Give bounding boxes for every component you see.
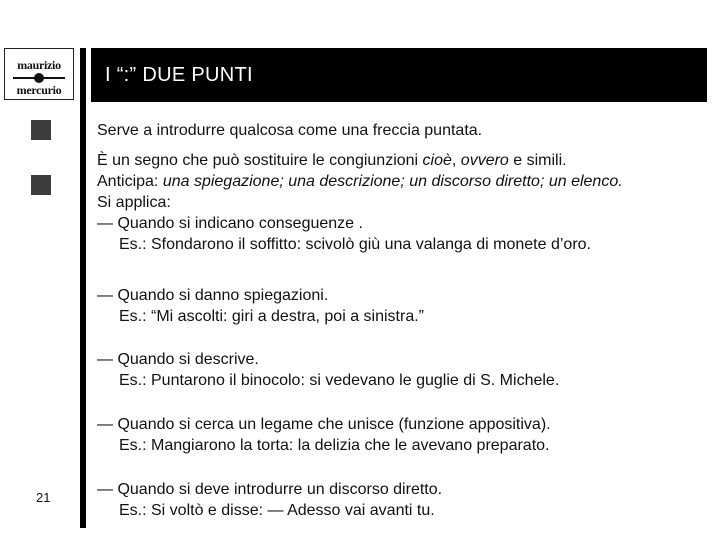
rule-item: — Quando si cerca un legame che unisce (funzione appositiva). bbox=[97, 416, 551, 433]
page-number: 21 bbox=[36, 490, 51, 505]
rule-block bbox=[97, 349, 559, 391]
logo-text-bottom: mercurio bbox=[16, 83, 62, 97]
body-block bbox=[97, 150, 623, 255]
logo bbox=[4, 48, 74, 100]
anticipa-label: Anticipa: bbox=[97, 173, 163, 190]
anticipa-list: una spiegazione; una descrizione; un discorso diretto; un elenco. bbox=[162, 173, 623, 190]
conjunctions-suffix: e simili. bbox=[508, 152, 567, 169]
conjunction-cioe: cioè bbox=[422, 152, 452, 169]
conjunction-separator: , bbox=[451, 152, 461, 169]
page-title: I “:” DUE PUNTI bbox=[105, 64, 253, 86]
title-bar bbox=[91, 48, 707, 102]
conjunctions-line bbox=[97, 150, 623, 171]
rule-item: — Quando si indicano conseguenze . bbox=[97, 215, 363, 232]
anticipa-line bbox=[97, 171, 623, 192]
left-vertical-bar bbox=[80, 48, 86, 528]
example-item: Es.: “Mi ascolti: giri a destra, poi a sinistra.” bbox=[119, 308, 424, 325]
example-item: Es.: Sfondarono il soffitto: scivolò giù una valanga di monete d’oro. bbox=[119, 236, 591, 253]
conjunction-ovvero: ovvero bbox=[460, 152, 509, 169]
example-item: Es.: Puntarono il binocolo: si vedevano le guglie di S. Michele. bbox=[119, 372, 560, 389]
logo-text-top: maurizio bbox=[17, 58, 61, 72]
rule-item: — Quando si descrive. bbox=[97, 351, 259, 368]
intro-line: Serve a introdurre qualcosa come una freccia puntata. bbox=[97, 122, 483, 139]
square-bullet-icon bbox=[31, 175, 51, 195]
rule-block bbox=[97, 285, 424, 327]
rule-block bbox=[97, 479, 442, 521]
logo-dot-icon bbox=[34, 73, 44, 83]
rule-block bbox=[97, 414, 551, 456]
conjunctions-text: È un segno che può sostituire le congiunzioni bbox=[97, 152, 423, 169]
example-item: Es.: Si voltò e disse: — Adesso vai avanti tu. bbox=[119, 502, 435, 519]
rule-item: — Quando si deve introdurre un discorso diretto. bbox=[97, 481, 443, 498]
example-item: Es.: Mangiarono la torta: la delizia che le avevano preparato. bbox=[119, 437, 550, 454]
square-bullet-icon bbox=[31, 120, 51, 140]
rule-item: — Quando si danno spiegazioni. bbox=[97, 287, 329, 304]
applica-line: Si applica: bbox=[97, 194, 171, 211]
